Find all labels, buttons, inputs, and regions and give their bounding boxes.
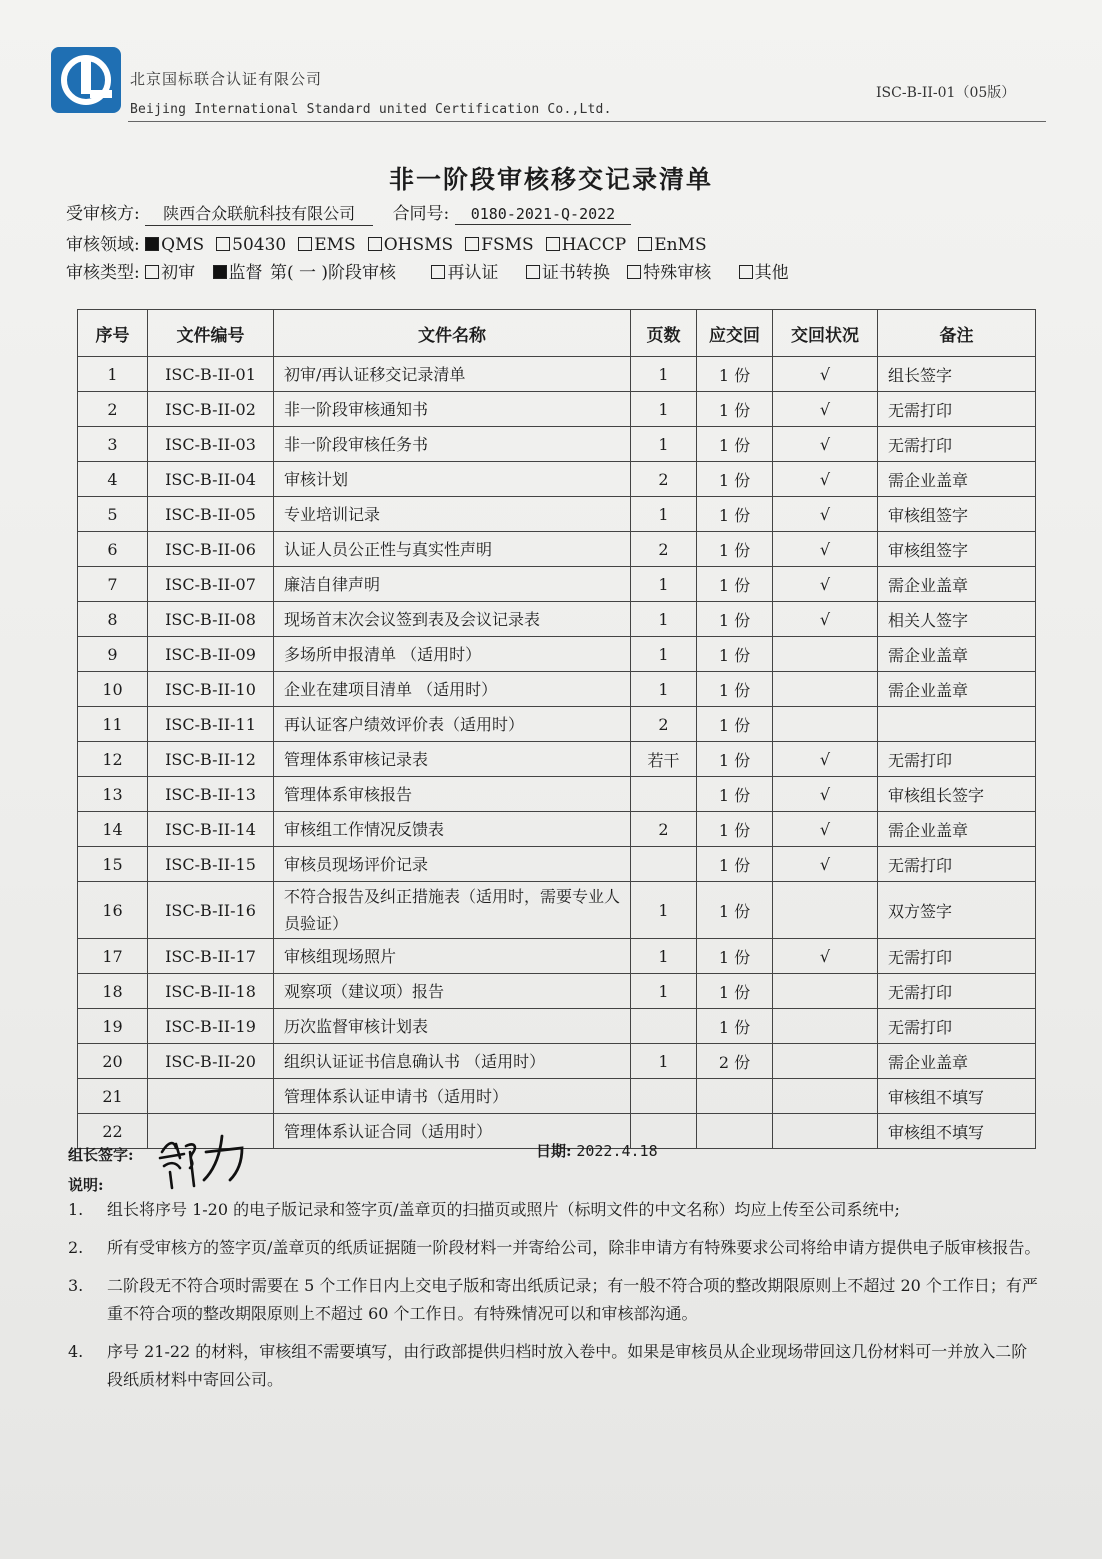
header-status: 交回状况 <box>773 310 878 357</box>
doc-name-cell: 再认证客户绩效评价表（适用时） <box>274 707 631 742</box>
copies-due-cell: 1 份 <box>697 939 773 974</box>
domain-option-label: OHSMS <box>383 235 454 255</box>
return-status-cell: √ <box>773 497 878 532</box>
table-row <box>78 602 1036 637</box>
table-row <box>78 497 1036 532</box>
table-row <box>78 882 1036 939</box>
checkbox-transfer[interactable] <box>526 265 540 279</box>
copies-due-cell: 2 份 <box>697 1044 773 1079</box>
company-name-en: Beijing International Standard united Certification Co.,Ltd. <box>130 102 612 117</box>
note-item: 2. 所有受审核方的签字页/盖章页的纸质证据随一阶段材料一并寄给公司，除非申请方有特殊要求公司将给申请方提供电子版审核报告。 <box>68 1238 1041 1257</box>
checkbox-supervision[interactable] <box>213 265 227 279</box>
row-index-cell: 4 <box>78 462 148 497</box>
row-index-cell: 16 <box>78 882 148 939</box>
remark-cell: 审核组长签字 <box>878 777 1036 812</box>
domain-checkbox[interactable] <box>216 237 230 251</box>
page-count-cell: 1 <box>631 497 697 532</box>
page-count-cell: 1 <box>631 427 697 462</box>
row-index-cell: 10 <box>78 672 148 707</box>
remark-cell: 需企业盖章 <box>878 637 1036 672</box>
row-index-cell: 9 <box>78 637 148 672</box>
option-other: 其他 <box>754 263 789 283</box>
doc-name-cell: 廉洁自律声明 <box>274 567 631 602</box>
page-count-cell: 2 <box>631 462 697 497</box>
header-remark: 备注 <box>878 310 1036 357</box>
table-row <box>78 357 1036 392</box>
row-index-cell: 18 <box>78 974 148 1009</box>
header-index: 序号 <box>78 310 148 357</box>
form-code: ISC-B-II-01（05版） <box>876 85 1016 101</box>
doc-name-cell: 现场首末次会议签到表及会议记录表 <box>274 602 631 637</box>
copies-due-cell: 1 份 <box>697 427 773 462</box>
row-index-cell: 21 <box>78 1079 148 1114</box>
return-status-cell: √ <box>773 427 878 462</box>
note-text: 所有受审核方的签字页/盖章页的纸质证据随一阶段材料一并寄给公司，除非申请方有特殊要求公司将给申请方提供电子版审核报告。 <box>107 1238 1041 1257</box>
domain-checkbox[interactable] <box>638 237 652 251</box>
table-row <box>78 812 1036 847</box>
doc-name-cell: 企业在建项目清单 （适用时） <box>274 672 631 707</box>
domain-options <box>145 235 719 255</box>
copies-due-cell: 1 份 <box>697 497 773 532</box>
copies-due-cell <box>697 1114 773 1149</box>
doc-name-cell: 专业培训记录 <box>274 497 631 532</box>
remark-cell: 审核组不填写 <box>878 1079 1036 1114</box>
row-index-cell: 20 <box>78 1044 148 1079</box>
domain-row <box>66 230 719 255</box>
stage-text: 第( 一 )阶段审核 <box>269 263 397 283</box>
page-count-cell <box>631 847 697 882</box>
doc-name-cell: 历次监督审核计划表 <box>274 1009 631 1044</box>
copies-due-cell: 1 份 <box>697 567 773 602</box>
copies-due-cell: 1 份 <box>697 777 773 812</box>
doc-number-cell <box>148 1079 274 1114</box>
client-label: 受审核方: <box>66 204 140 224</box>
row-index-cell: 19 <box>78 1009 148 1044</box>
doc-number-cell: ISC-B-II-10 <box>148 672 274 707</box>
domain-option <box>216 235 286 255</box>
header-doc-no: 文件编号 <box>148 310 274 357</box>
row-index-cell: 5 <box>78 497 148 532</box>
page-count-cell: 1 <box>631 567 697 602</box>
table-row <box>78 1079 1036 1114</box>
note-text: 序号 21-22 的材料，审核组不需要填写，由行政部提供归档时放入卷中。如果是审核员从企业现场带回这几份材料可一并放入二阶段纸质材料中寄回公司。 <box>107 1342 1028 1389</box>
remark-cell: 需企业盖章 <box>878 567 1036 602</box>
table-row <box>78 777 1036 812</box>
table-row <box>78 847 1036 882</box>
row-index-cell: 6 <box>78 532 148 567</box>
return-status-cell: √ <box>773 532 878 567</box>
remark-cell: 无需打印 <box>878 939 1036 974</box>
domain-option-label: QMS <box>161 235 205 255</box>
contract-label: 合同号: <box>392 204 450 224</box>
return-status-cell <box>773 1044 878 1079</box>
page-count-cell: 1 <box>631 637 697 672</box>
copies-due-cell: 1 份 <box>697 392 773 427</box>
remark-cell: 组长签字 <box>878 357 1036 392</box>
explain-label: 说明: <box>68 1176 104 1194</box>
domain-checkbox[interactable] <box>465 237 479 251</box>
doc-name-cell: 管理体系审核报告 <box>274 777 631 812</box>
doc-number-cell: ISC-B-II-20 <box>148 1044 274 1079</box>
doc-name-cell: 组织认证证书信息确认书 （适用时） <box>274 1044 631 1079</box>
checkbox-special[interactable] <box>627 265 641 279</box>
return-status-cell <box>773 1009 878 1044</box>
option-initial: 初审 <box>161 263 196 283</box>
copies-due-cell: 1 份 <box>697 672 773 707</box>
return-status-cell <box>773 974 878 1009</box>
doc-number-cell: ISC-B-II-15 <box>148 847 274 882</box>
doc-name-cell: 审核计划 <box>274 462 631 497</box>
doc-name-cell: 多场所申报清单 （适用时） <box>274 637 631 672</box>
checkbox-recert[interactable] <box>431 265 445 279</box>
table-row <box>78 532 1036 567</box>
return-status-cell <box>773 707 878 742</box>
domain-label: 审核领域: <box>66 235 140 255</box>
company-name-cn: 北京国标联合认证有限公司 <box>130 70 323 88</box>
page-count-cell <box>631 1079 697 1114</box>
doc-number-cell: ISC-B-II-06 <box>148 532 274 567</box>
row-index-cell: 14 <box>78 812 148 847</box>
page-count-cell: 1 <box>631 357 697 392</box>
doc-name-cell: 认证人员公正性与真实性声明 <box>274 532 631 567</box>
return-status-cell <box>773 1114 878 1149</box>
doc-name-cell: 管理体系认证申请书（适用时） <box>274 1079 631 1114</box>
page-count-cell <box>631 777 697 812</box>
row-index-cell: 11 <box>78 707 148 742</box>
copies-due-cell: 1 份 <box>697 357 773 392</box>
checkbox-initial[interactable] <box>145 265 159 279</box>
leader-sign-label: 组长签字: <box>68 1146 134 1164</box>
remark-cell <box>878 707 1036 742</box>
option-special: 特殊审核 <box>643 263 712 283</box>
return-status-cell: √ <box>773 567 878 602</box>
header-divider <box>128 121 1046 122</box>
checkbox-other[interactable] <box>739 265 753 279</box>
page-count-cell: 1 <box>631 1044 697 1079</box>
remark-cell: 无需打印 <box>878 1009 1036 1044</box>
transfer-record-table <box>77 309 1036 1149</box>
doc-name-cell: 管理体系认证合同（适用时） <box>274 1114 631 1149</box>
note-item: 1. 组长将序号 1-20 的电子版记录和签字页/盖章页的扫描页或照片（标明文件的中文名称）均应上传至公司系统中; <box>68 1200 900 1219</box>
copies-due-cell: 1 份 <box>697 532 773 567</box>
page-count-cell: 1 <box>631 602 697 637</box>
doc-name-cell: 管理体系审核记录表 <box>274 742 631 777</box>
return-status-cell: √ <box>773 777 878 812</box>
doc-number-cell: ISC-B-II-18 <box>148 974 274 1009</box>
domain-option-label: EMS <box>314 235 356 255</box>
return-status-cell: √ <box>773 742 878 777</box>
note-text: 组长将序号 1-20 的电子版记录和签字页/盖章页的扫描页或照片（标明文件的中文名称）均应上传至公司系统中; <box>107 1200 900 1219</box>
table-header-row <box>78 310 1036 357</box>
domain-option <box>465 235 534 255</box>
doc-name-cell: 初审/再认证移交记录清单 <box>274 357 631 392</box>
doc-name-cell: 不符合报告及纠正措施表（适用时，需要专业人员验证） <box>274 882 631 939</box>
note-item: 3. 二阶段无不符合项时需要在 5 个工作日内上交电子版和寄出纸质记录；有一般不符合项的整改期限原则上不超过 20 个工作日；有严重不符合项的整改期限原则上不超过 60 个工作日。有特殊情况可以和审核部沟通。 <box>68 1276 1038 1323</box>
page-count-cell: 1 <box>631 939 697 974</box>
table-row <box>78 974 1036 1009</box>
client-value: 陕西合众联航科技有限公司 <box>145 201 373 226</box>
handwritten-signature <box>146 1122 256 1192</box>
table-row <box>78 392 1036 427</box>
remark-cell: 无需打印 <box>878 392 1036 427</box>
doc-number-cell: ISC-B-II-19 <box>148 1009 274 1044</box>
doc-number-cell: ISC-B-II-04 <box>148 462 274 497</box>
return-status-cell: √ <box>773 602 878 637</box>
return-status-cell <box>773 637 878 672</box>
page-count-cell <box>631 1009 697 1044</box>
doc-name-cell: 审核组工作情况反馈表 <box>274 812 631 847</box>
table-row <box>78 462 1036 497</box>
page-count-cell: 1 <box>631 882 697 939</box>
row-index-cell: 8 <box>78 602 148 637</box>
row-index-cell: 7 <box>78 567 148 602</box>
table-row <box>78 1009 1036 1044</box>
copies-due-cell: 1 份 <box>697 1009 773 1044</box>
doc-name-cell: 审核组现场照片 <box>274 939 631 974</box>
table-row <box>78 427 1036 462</box>
doc-number-cell: ISC-B-II-11 <box>148 707 274 742</box>
row-index-cell: 1 <box>78 357 148 392</box>
doc-number-cell: ISC-B-II-12 <box>148 742 274 777</box>
date-value: 2022.4.18 <box>576 1142 658 1160</box>
copies-due-cell <box>697 1079 773 1114</box>
copies-due-cell: 1 份 <box>697 847 773 882</box>
doc-number-cell: ISC-B-II-05 <box>148 497 274 532</box>
copies-due-cell: 1 份 <box>697 974 773 1009</box>
page-count-cell: 1 <box>631 392 697 427</box>
date-row <box>536 1140 658 1161</box>
option-supervision: 监督 <box>228 263 263 283</box>
remark-cell: 双方签字 <box>878 882 1036 939</box>
remark-cell: 需企业盖章 <box>878 1044 1036 1079</box>
table-row <box>78 939 1036 974</box>
return-status-cell <box>773 1079 878 1114</box>
copies-due-cell: 1 份 <box>697 637 773 672</box>
page-count-cell: 2 <box>631 532 697 567</box>
doc-number-cell: ISC-B-II-13 <box>148 777 274 812</box>
table-row <box>78 742 1036 777</box>
return-status-cell: √ <box>773 462 878 497</box>
row-index-cell: 2 <box>78 392 148 427</box>
domain-option <box>638 235 706 255</box>
page-count-cell: 若干 <box>631 742 697 777</box>
row-index-cell: 13 <box>78 777 148 812</box>
domain-checkbox[interactable] <box>298 237 312 251</box>
header-copies: 应交回 <box>697 310 773 357</box>
copies-due-cell: 1 份 <box>697 462 773 497</box>
page-count-cell: 1 <box>631 974 697 1009</box>
table-row <box>78 567 1036 602</box>
doc-name-cell: 非一阶段审核任务书 <box>274 427 631 462</box>
note-text: 二阶段无不符合项时需要在 5 个工作日内上交电子版和寄出纸质记录；有一般不符合项的整改期限原则上不超过 20 个工作日；有严重不符合项的整改期限原则上不超过 60 个工作日。有特殊情况可以和审核部沟通。 <box>107 1276 1038 1323</box>
type-row <box>66 258 801 283</box>
doc-number-cell: ISC-B-II-01 <box>148 357 274 392</box>
doc-name-cell: 观察项（建议项）报告 <box>274 974 631 1009</box>
table-row <box>78 1044 1036 1079</box>
note-item: 4. 序号 21-22 的材料，审核组不需要填写，由行政部提供归档时放入卷中。如果是审核员从企业现场带回这几份材料可一并放入二阶段纸质材料中寄回公司。 <box>68 1342 1028 1389</box>
document-title: 非一阶段审核移交记录清单 <box>388 165 713 194</box>
company-logo-icon <box>50 46 122 114</box>
table-row <box>78 672 1036 707</box>
remark-cell: 审核组签字 <box>878 532 1036 567</box>
table-row <box>78 637 1036 672</box>
domain-checkbox[interactable] <box>546 237 560 251</box>
domain-checkbox[interactable] <box>368 237 382 251</box>
return-status-cell: √ <box>773 939 878 974</box>
header-pages: 页数 <box>631 310 697 357</box>
copies-due-cell: 1 份 <box>697 742 773 777</box>
domain-option <box>368 235 453 255</box>
option-recert: 再认证 <box>447 263 499 283</box>
return-status-cell <box>773 672 878 707</box>
client-row <box>66 199 631 226</box>
domain-option-label: EnMS <box>654 235 707 255</box>
option-transfer: 证书转换 <box>541 263 610 283</box>
domain-option-label: FSMS <box>481 235 534 255</box>
doc-number-cell: ISC-B-II-09 <box>148 637 274 672</box>
return-status-cell: √ <box>773 357 878 392</box>
domain-option-label: HACCP <box>561 235 627 255</box>
remark-cell: 无需打印 <box>878 974 1036 1009</box>
contract-value: 0180-2021-Q-2022 <box>455 205 632 225</box>
remark-cell: 审核组不填写 <box>878 1114 1036 1149</box>
domain-option <box>145 235 204 255</box>
remark-cell: 无需打印 <box>878 427 1036 462</box>
doc-number-cell: ISC-B-II-17 <box>148 939 274 974</box>
copies-due-cell: 1 份 <box>697 812 773 847</box>
doc-number-cell: ISC-B-II-14 <box>148 812 274 847</box>
copies-due-cell: 1 份 <box>697 882 773 939</box>
doc-number-cell: ISC-B-II-03 <box>148 427 274 462</box>
doc-name-cell: 非一阶段审核通知书 <box>274 392 631 427</box>
return-status-cell: √ <box>773 847 878 882</box>
remark-cell: 审核组签字 <box>878 497 1036 532</box>
page-count-cell: 1 <box>631 672 697 707</box>
doc-number-cell: ISC-B-II-07 <box>148 567 274 602</box>
copies-due-cell: 1 份 <box>697 707 773 742</box>
remark-cell: 需企业盖章 <box>878 672 1036 707</box>
row-index-cell: 3 <box>78 427 148 462</box>
remark-cell: 需企业盖章 <box>878 462 1036 497</box>
header-doc-name: 文件名称 <box>274 310 631 357</box>
remark-cell: 无需打印 <box>878 742 1036 777</box>
row-index-cell: 22 <box>78 1114 148 1149</box>
return-status-cell: √ <box>773 392 878 427</box>
doc-number-cell: ISC-B-II-08 <box>148 602 274 637</box>
page-count-cell: 2 <box>631 707 697 742</box>
type-label: 审核类型: <box>66 263 140 283</box>
domain-option <box>298 235 355 255</box>
domain-option <box>546 235 627 255</box>
remark-cell: 无需打印 <box>878 847 1036 882</box>
return-status-cell <box>773 882 878 939</box>
row-index-cell: 17 <box>78 939 148 974</box>
remark-cell: 需企业盖章 <box>878 812 1036 847</box>
table-row <box>78 707 1036 742</box>
domain-checkbox[interactable] <box>145 237 159 251</box>
remark-cell: 相关人签字 <box>878 602 1036 637</box>
copies-due-cell: 1 份 <box>697 602 773 637</box>
doc-number-cell: ISC-B-II-02 <box>148 392 274 427</box>
domain-option-label: 50430 <box>232 235 287 255</box>
row-index-cell: 15 <box>78 847 148 882</box>
row-index-cell: 12 <box>78 742 148 777</box>
return-status-cell: √ <box>773 812 878 847</box>
date-label: 日期: <box>536 1142 572 1160</box>
doc-number-cell: ISC-B-II-16 <box>148 882 274 939</box>
page-count-cell: 2 <box>631 812 697 847</box>
doc-name-cell: 审核员现场评价记录 <box>274 847 631 882</box>
notes-list <box>68 1196 1043 1404</box>
